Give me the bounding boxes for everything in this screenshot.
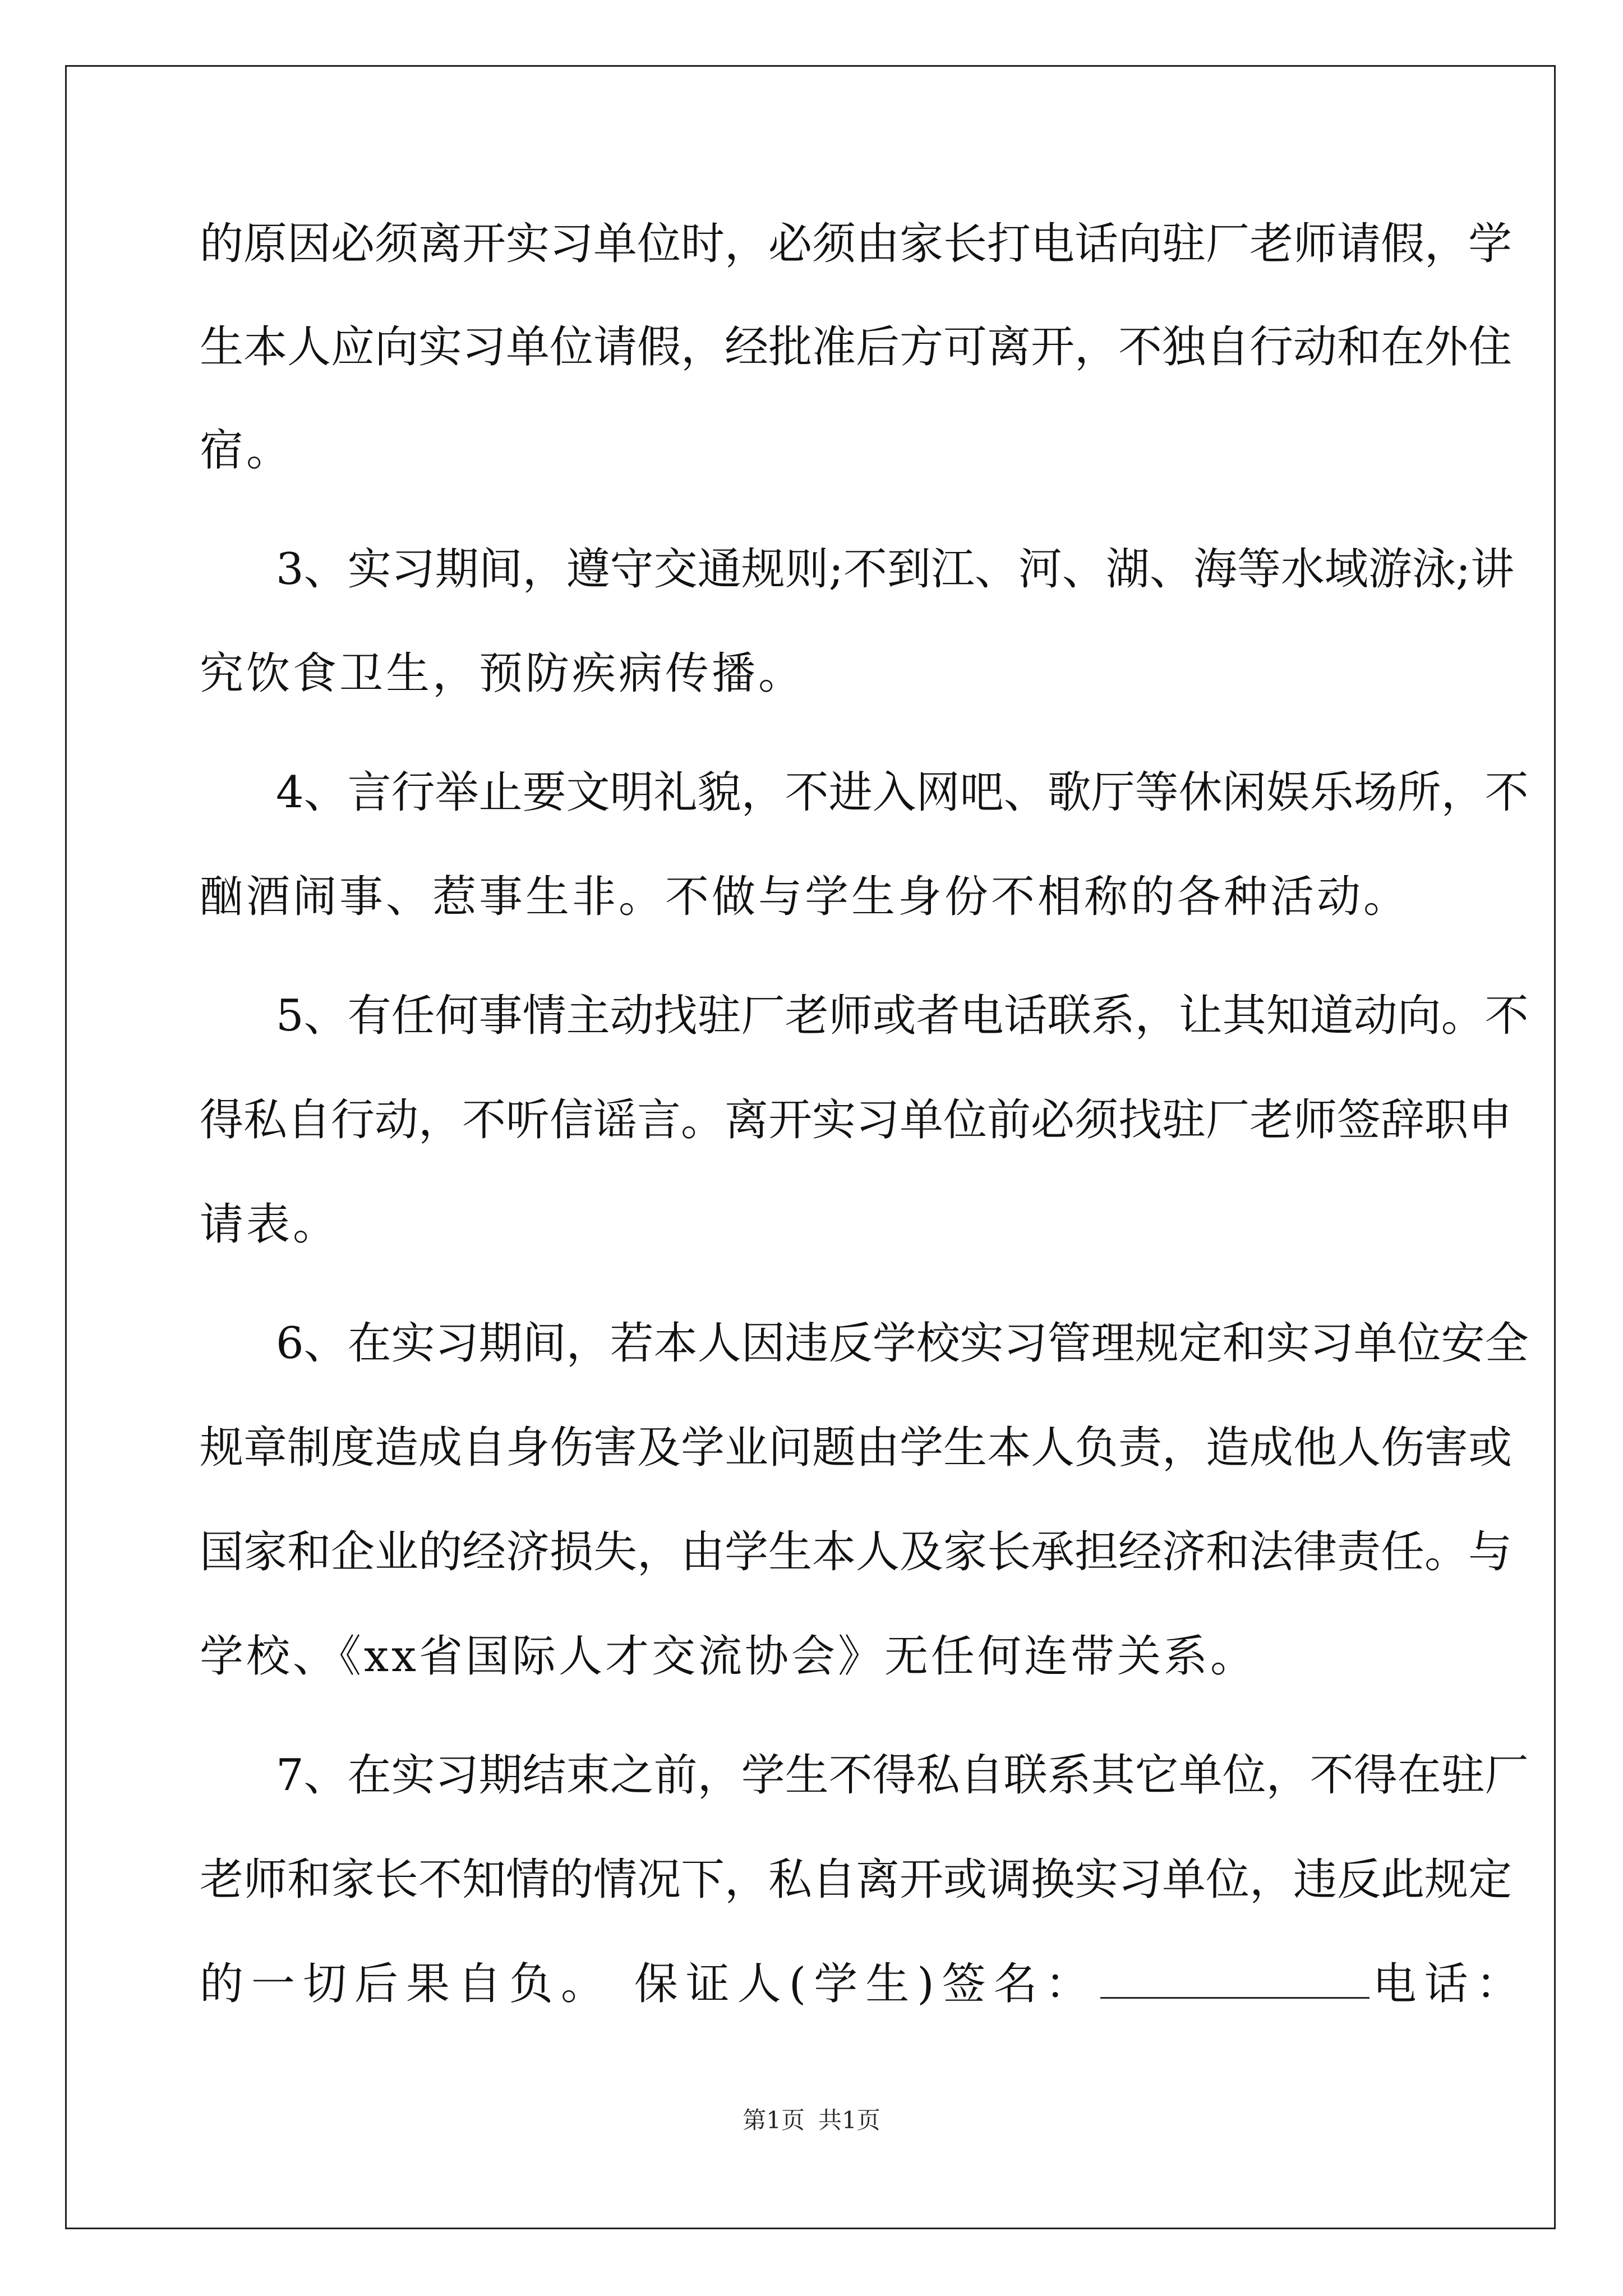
phone-label: 电话： — [1372, 1959, 1528, 2009]
text-line: 学校、《xx省国际人才交流协会》无任何连带关系。 — [200, 1631, 1257, 1682]
text-line: 生本人应向实习单位请假，经批准后方可离开，不独自行动和在外住 — [200, 322, 1513, 372]
text-line: 酗酒闹事、惹事生非。不做与学生身份不相称的各种活动。 — [200, 872, 1410, 922]
text-line: 宿。 — [200, 425, 293, 476]
signature-prompt: 的一切后果自负。 保证人(学生)签名： — [200, 1959, 1097, 2009]
text-line: 规章制度造成自身伤害及学业问题由学生本人负责，造成他人伤害或 — [200, 1423, 1513, 1473]
text-line: 老师和家长不知情的情况下，私自离开或调换实习单位，违反此规定 — [200, 1855, 1513, 1905]
signature-blank[interactable] — [1100, 1994, 1370, 1999]
text-line: 国家和企业的经济损失，由学生本人及家长承担经济和法律责任。与 — [200, 1527, 1513, 1577]
text-line: 3、实习期间，遵守交通规则;不到江、河、湖、海等水域游泳;讲 — [276, 544, 1515, 595]
page-total: 共1页 — [818, 2106, 880, 2134]
page-number: 第1页 — [743, 2106, 805, 2134]
page-footer — [0, 2104, 1623, 2137]
text-line: 得私自行动，不听信谣言。离开实习单位前必须找驻厂老师签辞职申 — [200, 1095, 1513, 1145]
text-line: 4、言行举止要文明礼貌，不进入网吧、歌厅等休闲娱乐场所，不 — [276, 767, 1529, 818]
text-line: 究饮食卫生，预防疾病传播。 — [200, 648, 805, 699]
text-line: 7、在实习期结束之前，学生不得私自联系其它单位，不得在驻厂 — [276, 1750, 1529, 1801]
text-line: 5、有任何事情主动找驻厂老师或者电话联系，让其知道动向。不 — [276, 991, 1529, 1041]
text-line: 请表。 — [200, 1199, 340, 1250]
text-line: 6、在实习期间，若本人因违反学校实习管理规定和实习单位安全 — [276, 1318, 1529, 1369]
text-line: 的原因必须离开实习单位时，必须由家长打电话向驻厂老师请假，学 — [200, 219, 1513, 269]
signature-line-row — [200, 1953, 1528, 2015]
